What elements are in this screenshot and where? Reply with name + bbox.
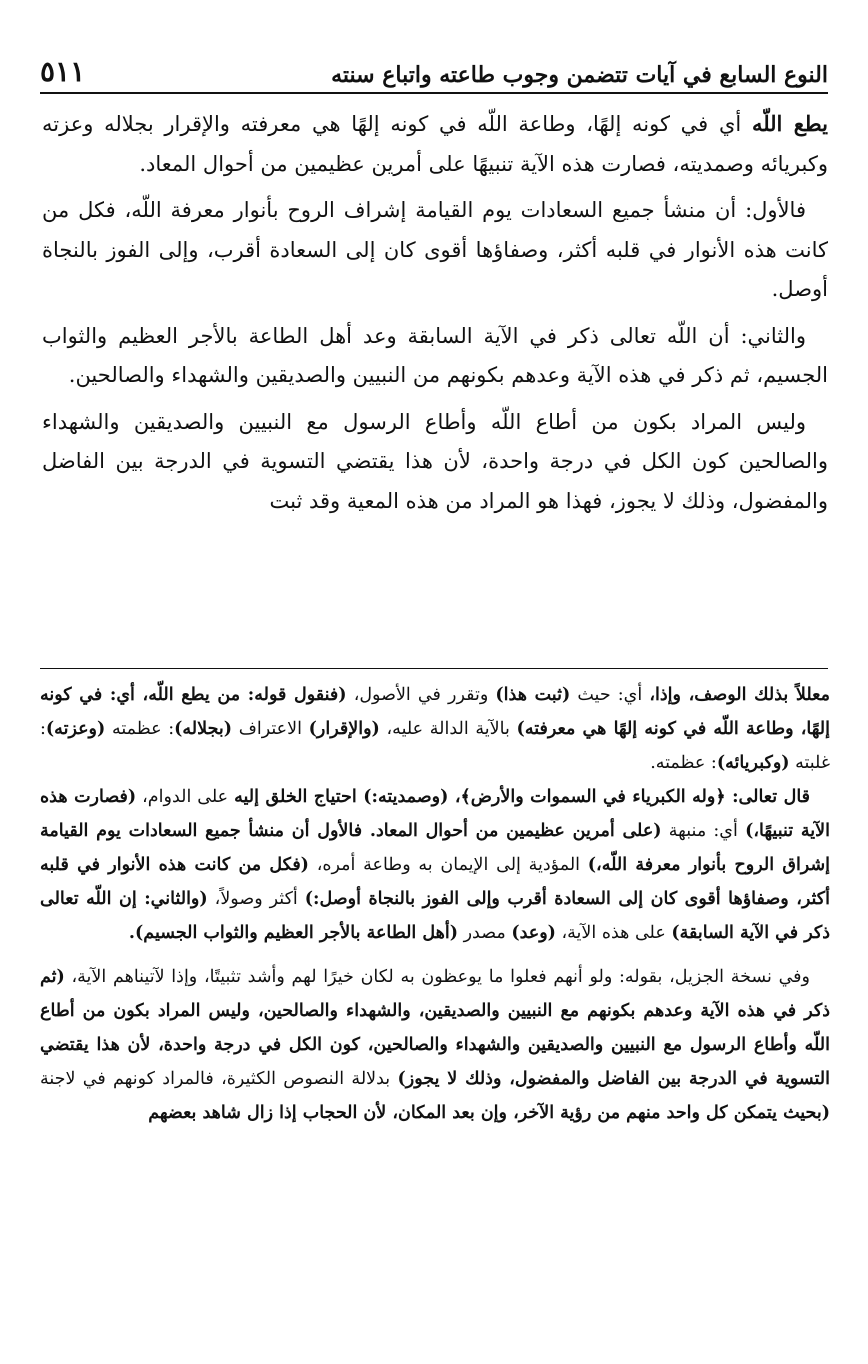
commentary-text: بدلالة النصوص الكثيرة، فالمراد كونهم في لاجنة: [40, 1069, 398, 1089]
main-paragraph-2: فالأول: أن منشأ جميع السعادات يوم القيامة إشراف الروح بأنوار معرفة اللّه، فكل من كانت هذه الأنوار في قلبه أكثر، وصفاؤها أقوى كان إلى السعادة أقرب، وإلى الفوز بالنجاة أوصل.: [42, 198, 828, 301]
main-paragraph-3: والثاني: أن اللّه تعالى ذكر في الآية السابقة وعد أهل الطاعة بالأجر العظيم والثواب الجسيم، ثم ذكر في هذه الآية وعدهم بكونهم من النبيين والصديقين والشهداء والصالحين.: [42, 323, 828, 387]
commentary-text: أي: منبهة: [661, 821, 746, 841]
commentary-text: أي: حيث: [570, 685, 650, 705]
commentary-bold: (وكبريائه): [716, 753, 790, 773]
commentary-bold: (أهل الطاعة بالأجر العظيم والثواب الجسيم).: [128, 923, 458, 943]
commentary-text: على الدوام،: [136, 787, 235, 807]
commentary-bold: (ثم ذكر في هذه الآية وعدهم بكونهم مع النبيين والصديقين، والشهداء والصالحين، وليس المراد بكون من أطاع اللّه وأطاع الرسول مع النبيين والصديقين والشهداء والصالحين، كون الكل في درجة واحدة، لأن هذا يقتضي التسوية في الدرجة بين الفاضل والمفضول، وذلك لا يجوز): [40, 967, 830, 1089]
commentary-bold: (على أمرين عظيمين من أحوال المعاد. فالأول أن منشأ جميع السعادات يوم القيامة إشراق الروح بأنوار معرفة اللّه،): [40, 821, 830, 875]
commentary-bold: (وعزته): [45, 719, 106, 739]
commentary-text: المؤدية إلى الإيمان به وطاعة أمره،: [308, 855, 588, 875]
page-header: [40, 42, 828, 88]
main-paragraph-4: وليس المراد بكون من أطاع اللّه وأطاع الرسول مع النبيين والصديقين والشهداء والصالحين كون الكل في درجة واحدة، لأن هذا يقتضي التسوية في الدرجة بين الفاضل والمفضول، وذلك لا يجوز، فهذا هو المراد من هذه المعية وقد ثبت: [42, 409, 828, 513]
commentary-text: مصدر: [458, 923, 512, 943]
commentary-bold: معللاً بذلك الوصف، وإذا،: [649, 685, 830, 705]
page-number: ٥١١: [40, 55, 86, 88]
commentary-text: بالآية الدالة عليه،: [379, 719, 517, 739]
commentary-bold: (والثاني: إن اللّه تعالى ذكر في الآية السابقة): [40, 889, 830, 943]
commentary-text: : غلبته: [40, 719, 830, 773]
commentary-text: وفي نسخة الجزيل، بقوله: ولو أنهم فعلوا ما يوعظون به لكان خيرًا لهم وأشد تثبيتًا، وإذا لآتيناهم الآية،: [64, 967, 810, 987]
main-text: [42, 104, 828, 649]
commentary-bold: (فصارت هذه الآية تنبيهًا،): [40, 787, 830, 841]
commentary-bold: قال تعالى:: [725, 787, 811, 807]
quoted-phrase: يطع اللّه: [751, 111, 828, 136]
header-rule: [40, 92, 828, 94]
commentary: [40, 678, 830, 1328]
commentary-bold: ﴿وله الكبرياء في السموات والأرض﴾، (وصمديته:) احتياج الخلق إليه: [234, 787, 726, 807]
commentary-rule: [40, 668, 828, 669]
commentary-bold: (وعد): [511, 923, 556, 943]
commentary-bold: (بجلاله): [174, 719, 233, 739]
commentary-paragraph-3: [40, 960, 830, 1130]
commentary-text: : عظمته.: [650, 753, 717, 773]
main-paragraph-1: [42, 104, 828, 184]
commentary-text: على هذه الآية،: [555, 923, 672, 943]
commentary-paragraph-1: [40, 678, 830, 780]
commentary-text: الاعتراف: [232, 719, 309, 739]
commentary-bold: (والإقرار): [308, 719, 380, 739]
commentary-bold: (ثبت هذا): [495, 685, 571, 705]
commentary-text: وتقرر في الأصول،: [346, 685, 496, 705]
commentary-bold: (فكل من كانت هذه الأنوار في قلبه أكثر، وصفاؤها أقوى كان إلى السعادة أقرب وإلى الفوز بالنجاة أوصل:): [40, 855, 830, 909]
commentary-paragraph-2: [40, 780, 830, 950]
commentary-bold: (فنقول قوله: من يطع اللّه، أي: في كونه إلهًا، وطاعة اللّه في كونه إلهًا هي معرفته): [40, 685, 830, 739]
commentary-text: : عظمته: [105, 719, 175, 739]
commentary-text: أكثر وصولاً،: [207, 889, 305, 909]
main-paragraph-1-text: أي في كونه إلهًا، وطاعة اللّه في كونه إلهًا هي معرفته والإقرار بجلاله وعزته وكبريائه وصمديته، فصارت هذه الآية تنبيهًا على أمرين عظيمين من أحوال المعاد.: [42, 112, 828, 176]
running-title: النوع السابع في آيات تتضمن وجوب طاعته واتباع سنته: [331, 62, 828, 88]
commentary-bold: (بحيث يتمكن كل واحد منهم من رؤية الآخر، وإن بعد المكان، لأن الحجاب إذا زال شاهد بعضهم: [148, 1103, 830, 1123]
